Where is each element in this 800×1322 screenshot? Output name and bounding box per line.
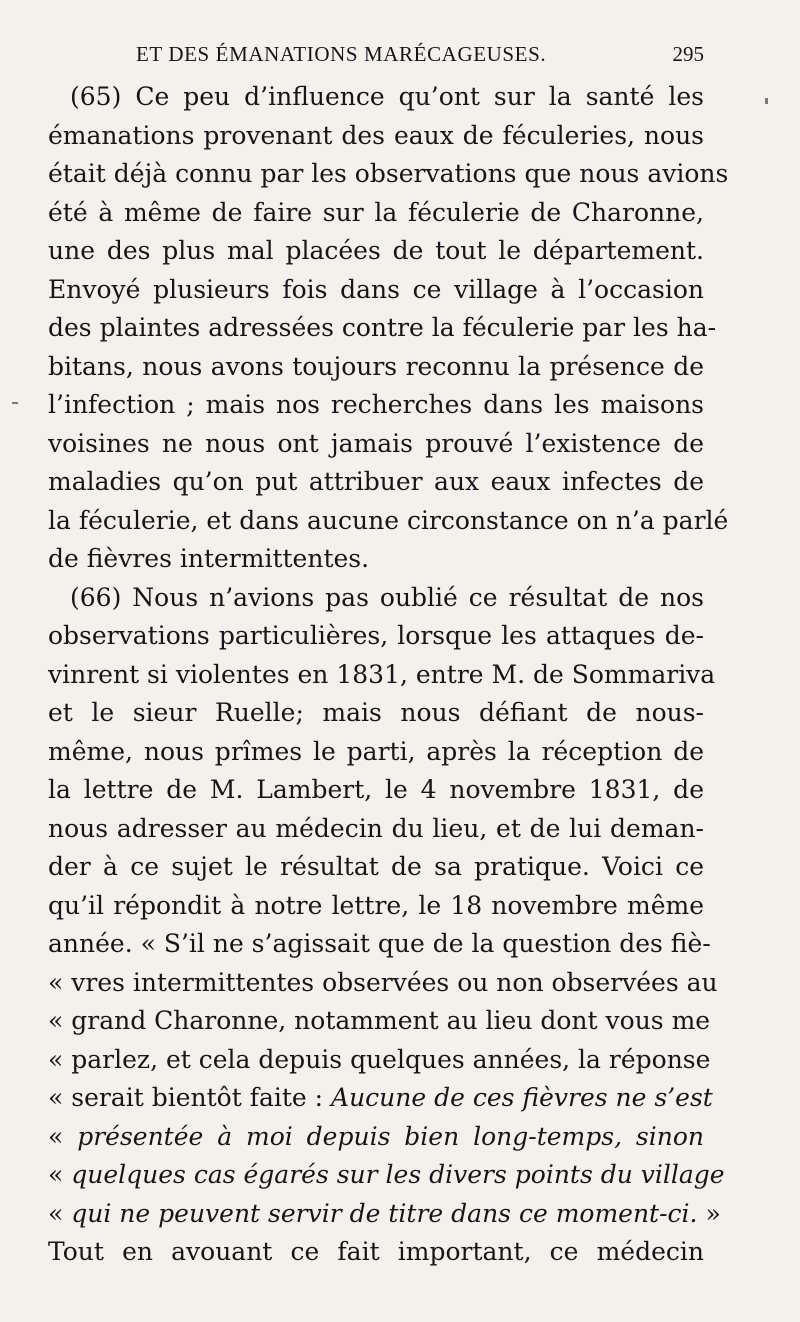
text-line: voisines ne nous ont jamais prouvé l’existence de [48,428,704,458]
italic-text: présentée à moi depuis bien long-temps, sinon [77,1121,704,1151]
text-line: été à même de faire sur la féculerie de Charonne, [48,197,704,227]
print-speck [765,98,768,104]
text-line: même, nous prîmes le parti, après la réception de [48,736,704,766]
text-line: était déjà connu par les observations que nous avions [48,159,729,188]
text-line: l’infection ; mais nos recherches dans les maisons [48,390,704,419]
text-line: la lettre de M. Lambert, le 4 novembre 1831, de [48,775,704,804]
quoted-text-line [48,1195,721,1234]
roman-text: « serait bientôt faite : [48,1083,332,1112]
text-line: (65) Ce peu d’influence qu’ont sur la santé les [70,82,704,111]
quoted-text-line [48,1118,704,1157]
body-text [48,78,729,1272]
text-line: et le sieur Ruelle; mais nous défiant de nous- [48,698,704,727]
roman-text: « [48,1160,72,1189]
text-line: (66) Nous n’avions pas oublié ce résultat de nos [70,582,704,612]
text-line: Envoyé plusieurs fois dans ce village à l’occasion [48,274,704,304]
text-line: des plaintes adressées contre la féculerie par les ha- [48,313,717,342]
italic-text: Aucune de ces fièvres ne s’est [331,1083,713,1112]
roman-text: « [48,1198,72,1228]
text-line: maladies qu’on put attribuer aux eaux infectes de [48,467,704,496]
paragraph-65 [48,78,729,579]
text-line: der à ce sujet le résultat de sa pratique. Voici ce [48,852,704,881]
italic-text: qui ne peuvent servir de titre dans ce moment-ci. [71,1198,698,1228]
text-line: année. « S’il ne s’agissait que de la question des fiè- [48,929,711,958]
text-line: une des plus mal placées de tout le département. [48,236,704,265]
running-title: ET DES ÉMANATIONS MARÉCAGEUSES. [136,42,547,66]
text-line: Tout en avouant ce fait important, ce médecin [48,1237,704,1266]
text-line: « grand Charonne, notamment au lieu dont vous me [48,1006,711,1035]
paragraph-66 [48,579,725,1272]
text-line: « vres intermittentes observées ou non observées au [48,967,718,997]
print-speck [12,402,18,404]
text-line: « parlez, et cela depuis quelques années, la réponse [48,1044,711,1074]
quoted-text-line [48,1079,713,1118]
page-header [136,42,704,72]
quoted-text-line [48,1156,725,1195]
page-number: 295 [672,42,704,66]
roman-text: « [48,1121,78,1151]
text-line: de fièvres intermittentes. [48,544,370,573]
text-line: émanations provenant des eaux de féculeries, nous [48,120,704,150]
text-line: observations particulières, lorsque les attaques de- [48,621,704,650]
text-line: la féculerie, et dans aucune circonstance on n’a parlé [48,505,729,535]
closing-quote: » [697,1198,721,1228]
text-line: nous adresser au médecin du lieu, et de lui deman- [48,813,704,843]
text-line: qu’il répondit à notre lettre, le 18 novembre même [48,890,704,920]
italic-text: quelques cas égarés sur les divers points du village [71,1160,725,1189]
text-line: bitans, nous avons toujours reconnu la présence de [48,351,704,381]
text-line: vinrent si violentes en 1831, entre M. de Sommariva [48,659,716,689]
